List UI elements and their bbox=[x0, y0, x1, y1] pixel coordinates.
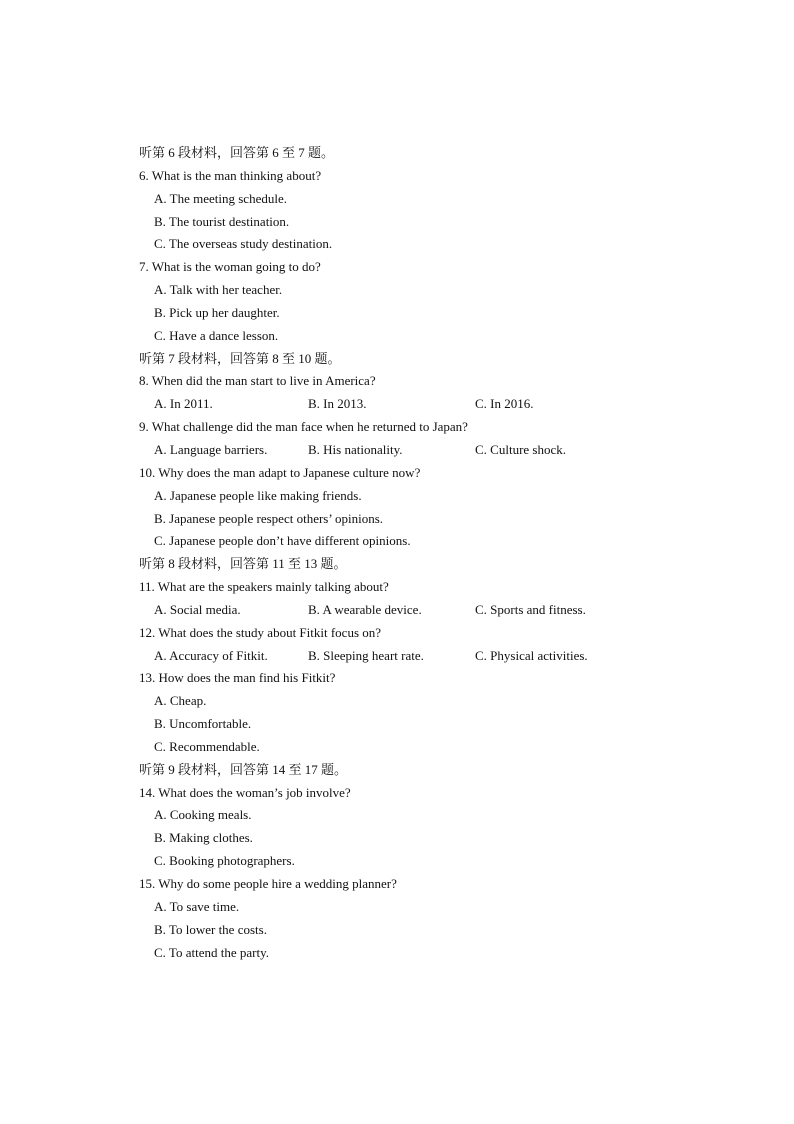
question-8-stem: 8. When did the man start to live in America? bbox=[139, 373, 376, 389]
question-14-option-a: A. Cooking meals. bbox=[154, 807, 252, 823]
question-11-option-c: C. Sports and fitness. bbox=[475, 601, 586, 617]
question-9-option-a: A. Language barriers. bbox=[154, 441, 268, 457]
question-11-stem: 11. What are the speakers mainly talking about? bbox=[139, 579, 389, 595]
question-15-option-a: A. To save time. bbox=[154, 898, 240, 914]
section-heading-8: 听第 8 段材料，回答第 11 至 13 题。 bbox=[139, 556, 347, 572]
question-11-option-a: A. Social media. bbox=[154, 601, 241, 617]
question-14-stem: 14. What does the woman’s job involve? bbox=[139, 784, 351, 800]
question-10-stem: 10. Why does the man adapt to Japanese culture now? bbox=[139, 464, 421, 480]
question-9-option-c: C. Culture shock. bbox=[475, 441, 566, 457]
question-6-option-a: A. The meeting schedule. bbox=[154, 190, 287, 206]
question-8-option-a: A. In 2011. bbox=[154, 396, 213, 412]
question-10-option-b: B. Japanese people respect others’ opinions. bbox=[154, 510, 383, 526]
question-14-option-b: B. Making clothes. bbox=[154, 830, 253, 846]
question-10-option-a: A. Japanese people like making friends. bbox=[154, 487, 362, 503]
question-15-stem: 15. Why do some people hire a wedding planner? bbox=[139, 876, 397, 891]
question-10-option-c: C. Japanese people don’t have different opinions. bbox=[154, 533, 411, 549]
question-15-option-c: C. To attend the party. bbox=[154, 944, 269, 960]
question-13-option-b: B. Uncomfortable. bbox=[154, 716, 252, 732]
question-6-option-c: C. The overseas study destination. bbox=[154, 236, 333, 252]
question-12-option-c: C. Physical activities. bbox=[475, 647, 588, 663]
question-7-option-b: B. Pick up her daughter. bbox=[154, 304, 280, 320]
question-11-option-b: B. A wearable device. bbox=[308, 601, 422, 617]
question-8-option-c: C. In 2016. bbox=[475, 396, 534, 412]
section-heading-9: 听第 9 段材料，回答第 14 至 17 题。 bbox=[139, 761, 348, 777]
question-12-options bbox=[139, 645, 759, 668]
question-12-option-b: B. Sleeping heart rate. bbox=[308, 647, 424, 663]
question-6-stem: 6. What is the man thinking about? bbox=[139, 167, 322, 183]
section-heading-6: 听第 6 段材料，回答第 6 至 7 题。 bbox=[139, 145, 335, 160]
question-11-options bbox=[139, 599, 759, 622]
question-12-option-a: A. Accuracy of Fitkit. bbox=[154, 647, 268, 663]
question-8-option-b: B. In 2013. bbox=[308, 396, 367, 412]
listening-section bbox=[139, 142, 759, 964]
question-15-option-b: B. To lower the costs. bbox=[154, 921, 267, 937]
question-12-stem: 12. What does the study about Fitkit focus on? bbox=[139, 624, 382, 640]
question-9-option-b: B. His nationality. bbox=[308, 441, 403, 457]
question-8-options bbox=[139, 393, 759, 416]
question-7-option-c: C. Have a dance lesson. bbox=[154, 327, 279, 343]
question-13-option-c: C. Recommendable. bbox=[154, 738, 260, 754]
section-heading-7: 听第 7 段材料，回答第 8 至 10 题。 bbox=[139, 350, 341, 366]
question-7-stem: 7. What is the woman going to do? bbox=[139, 259, 321, 275]
question-6-option-b: B. The tourist destination. bbox=[154, 213, 290, 229]
question-13-option-a: A. Cheap. bbox=[154, 693, 207, 709]
question-9-options bbox=[139, 439, 759, 462]
question-9-stem: 9. What challenge did the man face when he returned to Japan? bbox=[139, 419, 468, 435]
question-14-option-c: C. Booking photographers. bbox=[154, 853, 295, 869]
question-13-stem: 13. How does the man find his Fitkit? bbox=[139, 670, 336, 686]
question-7-option-a: A. Talk with her teacher. bbox=[154, 282, 283, 298]
